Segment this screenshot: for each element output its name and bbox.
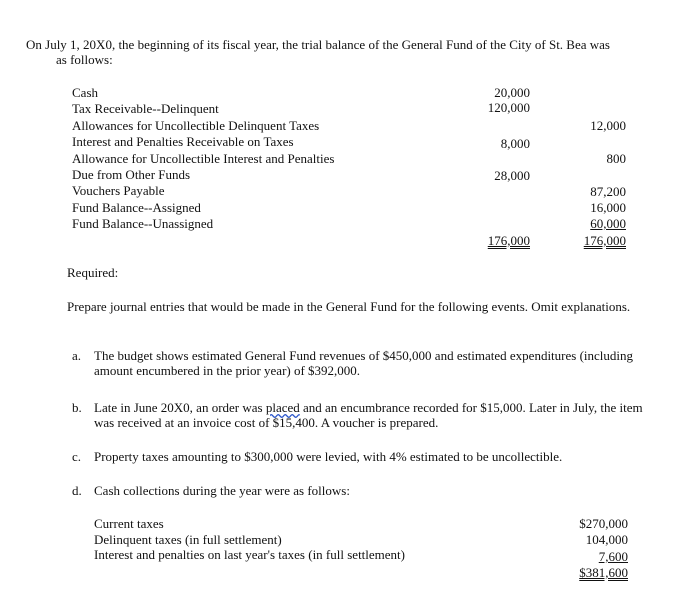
event-letter: b. <box>72 400 82 415</box>
tb-account-name: Tax Receivable--Delinquent <box>72 101 219 116</box>
tb-account-name: Allowances for Uncollectible Delinquent Taxes <box>72 118 320 133</box>
tb-account-name: Fund Balance--Assigned <box>72 200 201 215</box>
tb-credit-amount: 87,200 <box>590 184 626 199</box>
intro-line-1: On July 1, 20X0, the beginning of its fiscal year, the trial balance of the General Fund of the City of St. Bea was <box>26 37 610 52</box>
tb-debit-amount: 8,000 <box>500 136 530 151</box>
tb-account-name: Due from Other Funds <box>72 167 191 182</box>
event-text <box>94 400 654 430</box>
event-text-part: Late in June 20X0, an order was <box>94 400 266 415</box>
spellcheck-marked-word: placed <box>265 400 300 415</box>
event-letter: a. <box>72 348 82 363</box>
required-heading: Required: <box>67 265 119 280</box>
event-text-part: and an encumbrance recorded for $15,000. Later in July, the item was received at an invoice cost of $15,400. A voucher is prepared. <box>94 400 643 430</box>
tb-credit-amount: 16,000 <box>590 200 626 215</box>
event-letter: c. <box>72 449 82 464</box>
required-instruction: Prepare journal entries that would be made in the General Fund for the following events. Omit explanations. <box>67 299 631 314</box>
collection-amount: 104,000 <box>585 532 628 547</box>
tb-debit-amount: 120,000 <box>487 100 530 115</box>
event-letter: d. <box>72 483 82 498</box>
tb-total-debit: 176,000 <box>487 233 530 248</box>
tb-credit-amount: 800 <box>606 151 626 166</box>
event-text: The budget shows estimated General Fund revenues of $450,000 and estimated expenditures (including amount encumbered in the prior year) of $392,000. <box>94 348 634 378</box>
intro-line-2: as follows: <box>56 52 113 67</box>
tb-account-name: Interest and Penalties Receivable on Taxes <box>72 134 294 149</box>
tb-credit-amount: 12,000 <box>590 118 626 133</box>
collection-name: Delinquent taxes (in full settlement) <box>94 532 282 547</box>
collection-name: Interest and penalties on last year's taxes (in full settlement) <box>94 547 405 562</box>
tb-account-name: Vouchers Payable <box>72 183 165 198</box>
tb-account-name: Cash <box>72 85 98 100</box>
collection-amount: $270,000 <box>579 516 628 531</box>
tb-account-name: Allowance for Uncollectible Interest and Penalties <box>72 151 335 166</box>
tb-total-credit: 176,000 <box>583 233 626 248</box>
intro-paragraph <box>26 37 686 67</box>
tb-account-name: Fund Balance--Unassigned <box>72 216 214 231</box>
collection-name: Current taxes <box>94 516 164 531</box>
event-text: Property taxes amounting to $300,000 were levied, with 4% estimated to be uncollectible. <box>94 449 563 464</box>
tb-debit-amount: 28,000 <box>494 168 530 183</box>
event-text: Cash collections during the year were as follows: <box>94 483 350 498</box>
tb-credit-amount: 60,000 <box>590 216 626 231</box>
collection-total: $381,600 <box>579 565 628 580</box>
collection-amount: 7,600 <box>598 549 628 564</box>
tb-debit-amount: 20,000 <box>494 85 530 100</box>
